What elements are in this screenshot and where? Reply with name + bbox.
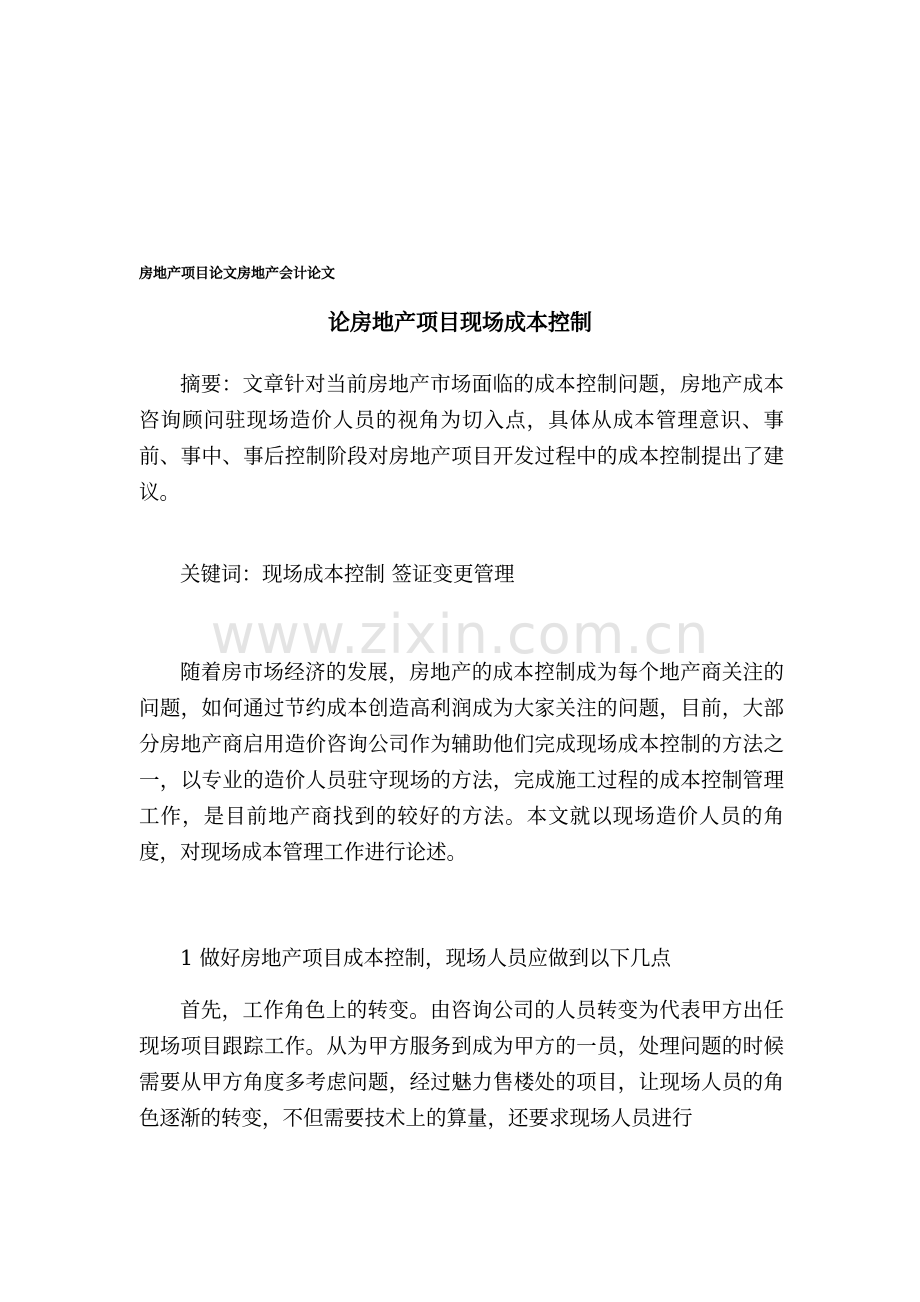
keywords-line: 关键词：现场成本控制 签证变更管理 bbox=[180, 562, 515, 586]
watermark: www.zixin.com.cn bbox=[210, 603, 710, 666]
section-paragraph: 首先，工作角色上的转变。由咨询公司的人员转变为代表甲方出任现场项目跟踪工作。从为甲方服务到成为甲方的一员，处理问题的时候需要从甲方角度多考虑问题，经过魅力售楼处的项目，让现场人员的角色逐渐的转变，不但需要技术上的算量，还要求现场人员进行 bbox=[139, 998, 784, 1130]
intro-paragraph: 随着房市场经济的发展，房地产的成本控制成为每个地产商关注的问题，如何通过节约成本创造高利润成为大家关注的问题，目前，大部分房地产商启用造价咨询公司作为辅助他们完成现场成本控制的方法之一，以专业的造价人员驻守现场的方法，完成施工过程的成本控制管理工作，是目前地产商找到的较好的方法。本文就以现场造价人员的角度，对现场成本管理工作进行论述。 bbox=[139, 660, 784, 864]
section-heading: 1 做好房地产项目成本控制，现场人员应做到以下几点 bbox=[180, 946, 672, 970]
document-category: 房地产项目论文房地产会计论文 bbox=[139, 266, 335, 282]
page-title: 论房地产项目现场成本控制 bbox=[327, 311, 592, 336]
abstract-paragraph: 摘要：文章针对当前房地产市场面临的成本控制问题，房地产成本咨询顾问驻现场造价人员的视角为切入点，具体从成本管理意识、事前、事中、事后控制阶段对房地产项目开发过程中的成本控制提出了建议。 bbox=[139, 372, 784, 504]
